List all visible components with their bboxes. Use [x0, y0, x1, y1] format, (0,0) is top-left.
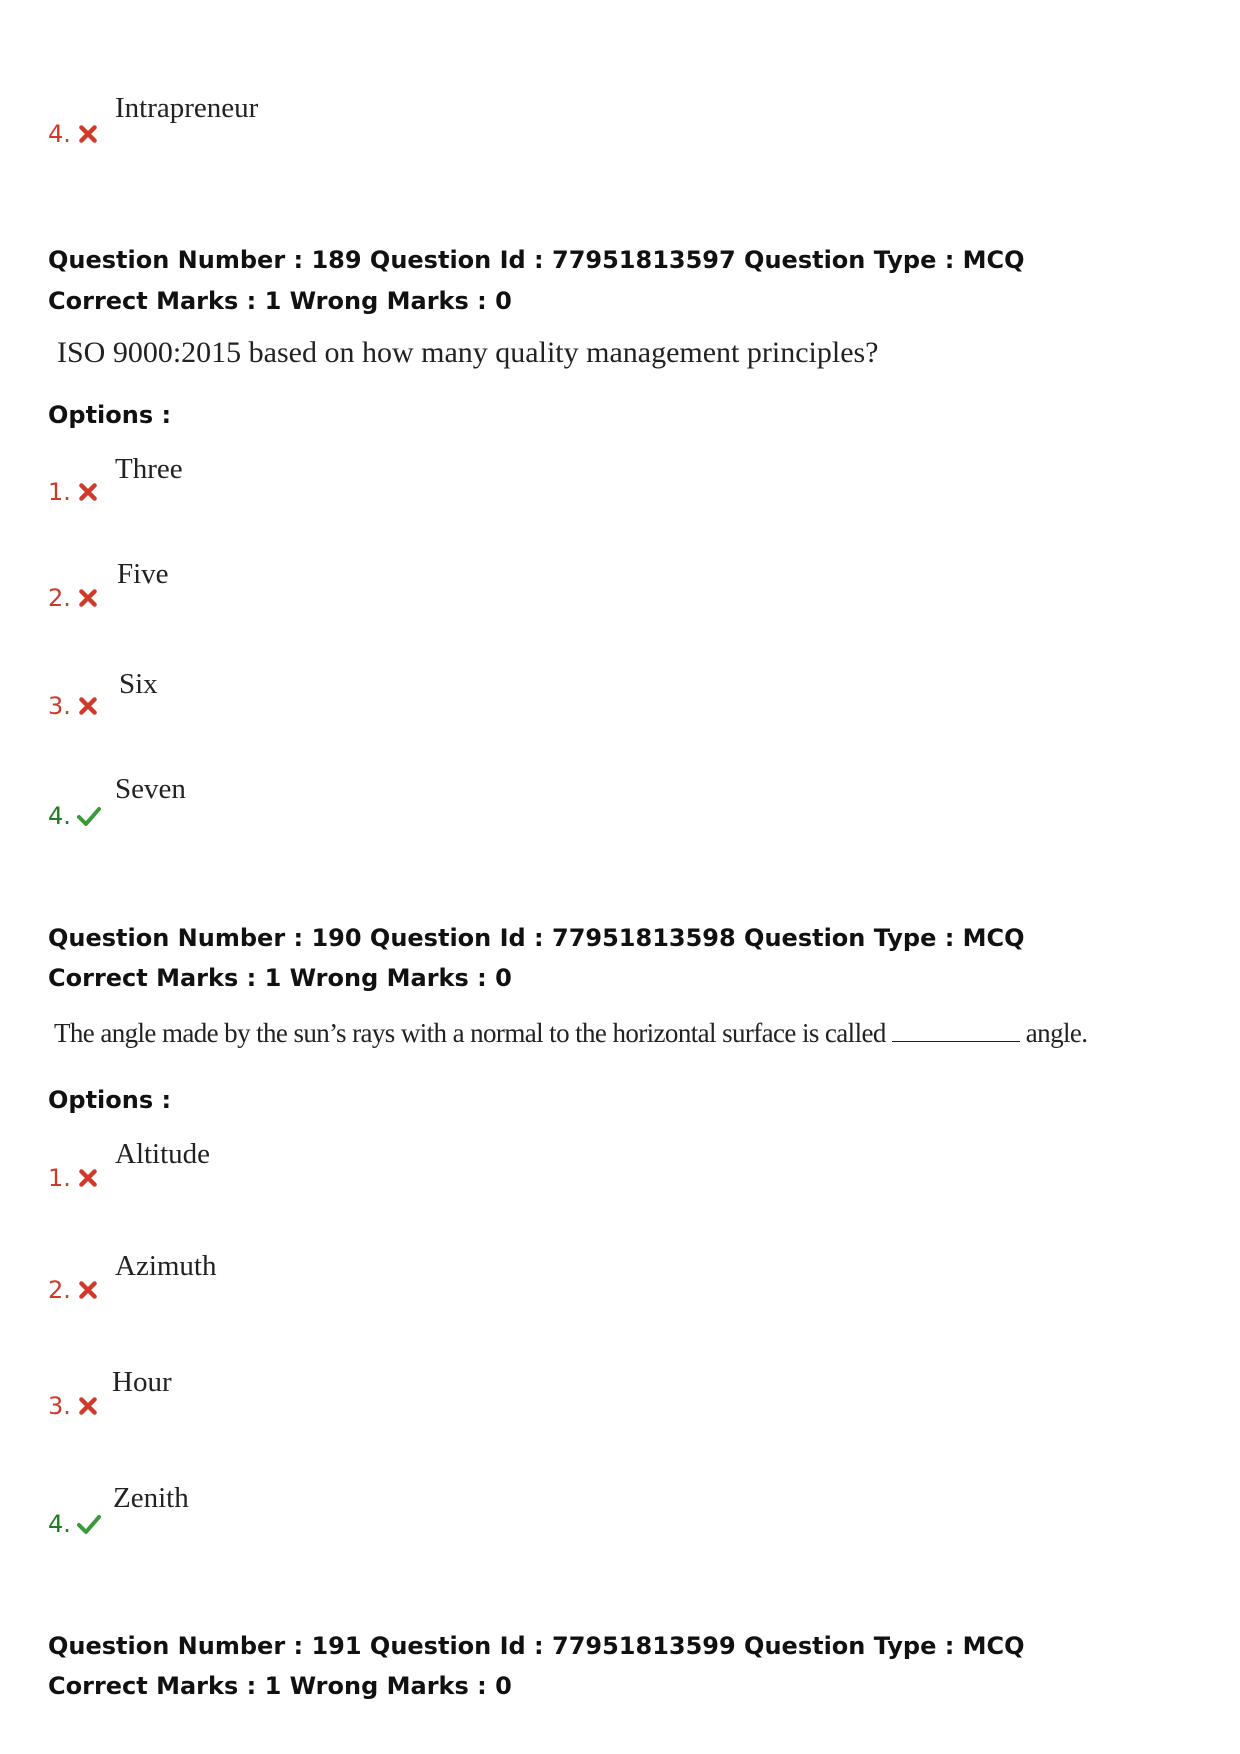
option-text: Five: [117, 558, 169, 590]
option-text: Intrapreneur: [115, 92, 259, 124]
cross-icon: [77, 695, 99, 717]
option-text: Azimuth: [115, 1250, 217, 1282]
option-text: Altitude: [115, 1138, 211, 1170]
option-number: 3.: [48, 694, 99, 718]
option-text: Six: [119, 668, 158, 700]
option-number: 2.: [48, 1278, 99, 1302]
option-text: Zenith: [113, 1482, 189, 1514]
question-header: Question Number : 191 Question Id : 77951813599 Question Type : MCQ: [48, 1632, 1025, 1660]
options-label: Options :: [48, 1086, 172, 1114]
option-number: 1.: [48, 480, 99, 504]
cross-icon: [77, 1279, 99, 1301]
question-text: The angle made by the sun’s rays with a normal to the horizontal surface is called angle.: [54, 1018, 1088, 1048]
option-number: 4.: [48, 1512, 101, 1536]
option-number: 4.: [48, 804, 101, 828]
question-header: Question Number : 189 Question Id : 77951813597 Question Type : MCQ: [48, 246, 1025, 274]
cross-icon: [77, 1167, 99, 1189]
check-icon: [77, 805, 101, 827]
cross-icon: [77, 481, 99, 503]
options-label: Options :: [48, 401, 172, 429]
check-icon: [77, 1513, 101, 1535]
option-number: 1.: [48, 1166, 99, 1190]
cross-icon: [77, 123, 99, 145]
answer-blank: [892, 1021, 1020, 1042]
option-number: 4.: [48, 122, 99, 146]
question-header: Question Number : 190 Question Id : 77951813598 Question Type : MCQ: [48, 924, 1025, 952]
option-number: 3.: [48, 1394, 99, 1418]
cross-icon: [77, 1395, 99, 1417]
option-number: 2.: [48, 586, 99, 610]
marks-line: Correct Marks : 1 Wrong Marks : 0: [48, 1672, 512, 1700]
marks-line: Correct Marks : 1 Wrong Marks : 0: [48, 287, 512, 315]
marks-line: Correct Marks : 1 Wrong Marks : 0: [48, 964, 512, 992]
option-text: Three: [115, 453, 183, 485]
question-text: ISO 9000:2015 based on how many quality management principles?: [57, 336, 879, 369]
option-text: Seven: [115, 773, 186, 805]
cross-icon: [77, 587, 99, 609]
option-text: Hour: [112, 1366, 172, 1398]
